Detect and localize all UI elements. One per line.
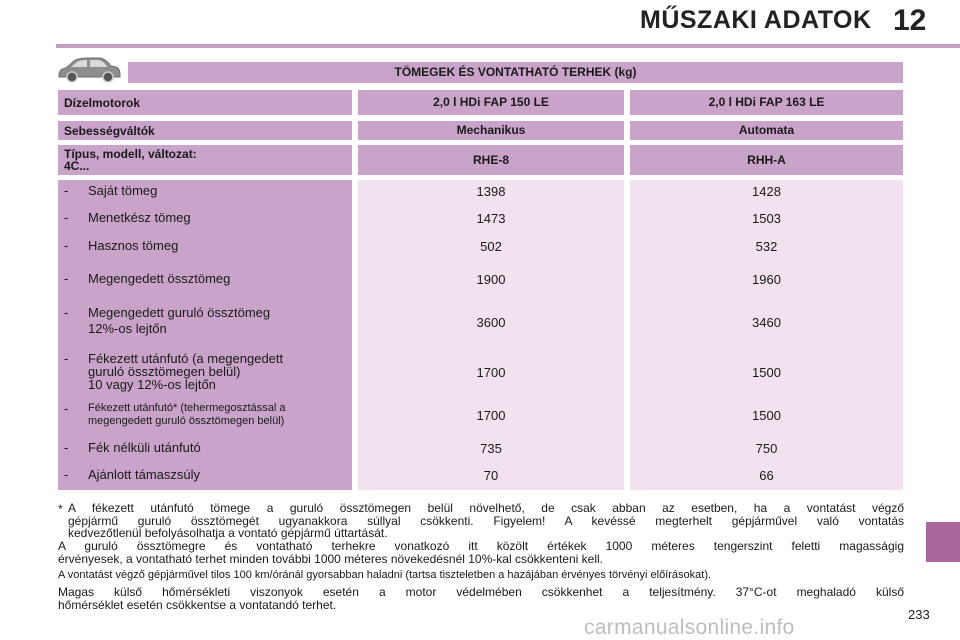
table-cell: 532 (755, 239, 778, 254)
table-title: TÖMEGEK ÉS VONTATHATÓ TERHEK (kg) (128, 62, 903, 83)
engine-150: 2,0 l HDi FAP 150 LE (358, 90, 624, 115)
table-cell: 1473 (476, 211, 506, 226)
table-cell: 1428 (752, 184, 781, 199)
row-label-text: Fékezett utánfutó* (tehermegosztással a (88, 402, 286, 414)
row-dash: - (64, 210, 69, 225)
gearbox-label: Sebességváltók (64, 124, 155, 138)
engine-label: Dízelmotorok (64, 96, 141, 110)
chapter-number: 12 (893, 4, 927, 37)
row-dash: - (64, 467, 69, 482)
engine-163: 2,0 l HDi FAP 163 LE (630, 90, 903, 115)
row-label-text: Megengedett össztömeg (88, 271, 231, 286)
table-cell: 3460 (752, 315, 781, 330)
row-label-text: Saját tömeg (88, 183, 158, 198)
note-text: A guruló össztömegre és vontatható terhekre vonatkozó itt közölt értékek 1000 méteres tengerszint feletti magasságig (58, 539, 904, 553)
note-text: A vontatást végző gépjárművel tilos 100 km/óránál gyorsabban haladni (tartsa tiszteletben a hazájában érvényes törvényi előírásokat). (58, 569, 712, 581)
chapter-tab (926, 522, 960, 562)
note-text: A fékezett utánfutó tömege a guruló össztömegen belül növelhető, de csak abban az esetben, ha a vontatást végző (68, 501, 904, 515)
row-label-text: Hasznos tömeg (88, 238, 179, 253)
table-cell: 1700 (476, 408, 506, 423)
table-cell: 1900 (476, 272, 506, 287)
type-rhe8: RHE-8 (358, 145, 624, 175)
row-label-text: Ajánlott támaszsúly (88, 467, 200, 482)
note-text: hőmérséklet esetén csökkentse a vontatandó terhet. (58, 598, 337, 612)
row-dash: - (64, 271, 69, 286)
row-label-text: 10 vagy 12%-os lejtőn (88, 377, 216, 392)
row-dash: - (64, 351, 69, 366)
type-label-line1: Típus, modell, változat: (64, 147, 197, 161)
row-dash: - (64, 238, 69, 253)
row-dash: - (64, 305, 69, 320)
page-number: 233 (908, 607, 930, 622)
row-label-text: megengedett guruló össztömegen belül) (88, 415, 285, 427)
header-rule (56, 44, 960, 48)
note-text: gépjármű guruló össztömegét ugyanakkora súllyal csökkenti. Figyelem! A kevéssé megterhelt gépjárművel való vontatás (68, 514, 904, 528)
table-cell: 1960 (752, 272, 781, 287)
table-cell: 1700 (476, 365, 506, 380)
engine-label-cell (58, 90, 352, 115)
table-cell: 750 (755, 441, 778, 456)
watermark: carmanualsonline.info (584, 616, 795, 639)
row-label-text: guruló össztömegen belül) (88, 364, 241, 379)
row-label-text: Menetkész tömeg (88, 210, 191, 225)
table-cell: 3600 (476, 315, 506, 330)
table-cell: 70 (483, 468, 499, 483)
page-title: MŰSZAKI ADATOK (640, 6, 872, 34)
note-text: kedvezőtlenül befolyásolhatja a vontató gépjármű úttartását. (68, 526, 388, 540)
gearbox-automatic: Automata (630, 121, 903, 140)
gearbox-manual: Mechanikus (358, 121, 624, 140)
row-label-text: Fék nélküli utánfutó (88, 440, 201, 455)
row-dash: - (64, 183, 69, 198)
footnote-star: * (58, 502, 63, 516)
note-text: Magas külső hőmérsékleti viszonyok esetén a motor védelmében csökkenhet a teljesítmény. 37°C-ot meghaladó külső (58, 585, 904, 599)
table-cell: 1503 (752, 211, 781, 226)
table-cell: 502 (480, 239, 502, 254)
table-cell: 1500 (752, 365, 781, 380)
type-label-cell (58, 145, 352, 175)
row-dash: - (64, 440, 69, 455)
type-label-line2: 4C... (64, 159, 90, 173)
row-label-text: Megengedett guruló össztömeg (88, 305, 271, 320)
car-icon (56, 55, 122, 83)
note-text: érvényesek, a vontatható terhet minden további 1000 méteres növekedésnél 10%-kal csökkenteni kell. (58, 552, 603, 566)
table-cell: 66 (759, 468, 774, 483)
row-dash: - (64, 401, 69, 416)
row-label-text: Fékezett utánfutó (a megengedett (88, 351, 284, 366)
gearbox-label-cell (58, 121, 352, 140)
type-rhha: RHH-A (630, 145, 903, 175)
table-cell: 1500 (752, 408, 781, 423)
row-label-text: 12%-os lejtőn (88, 321, 167, 336)
table-cell: 1398 (476, 184, 506, 199)
table-cell: 735 (480, 441, 502, 456)
